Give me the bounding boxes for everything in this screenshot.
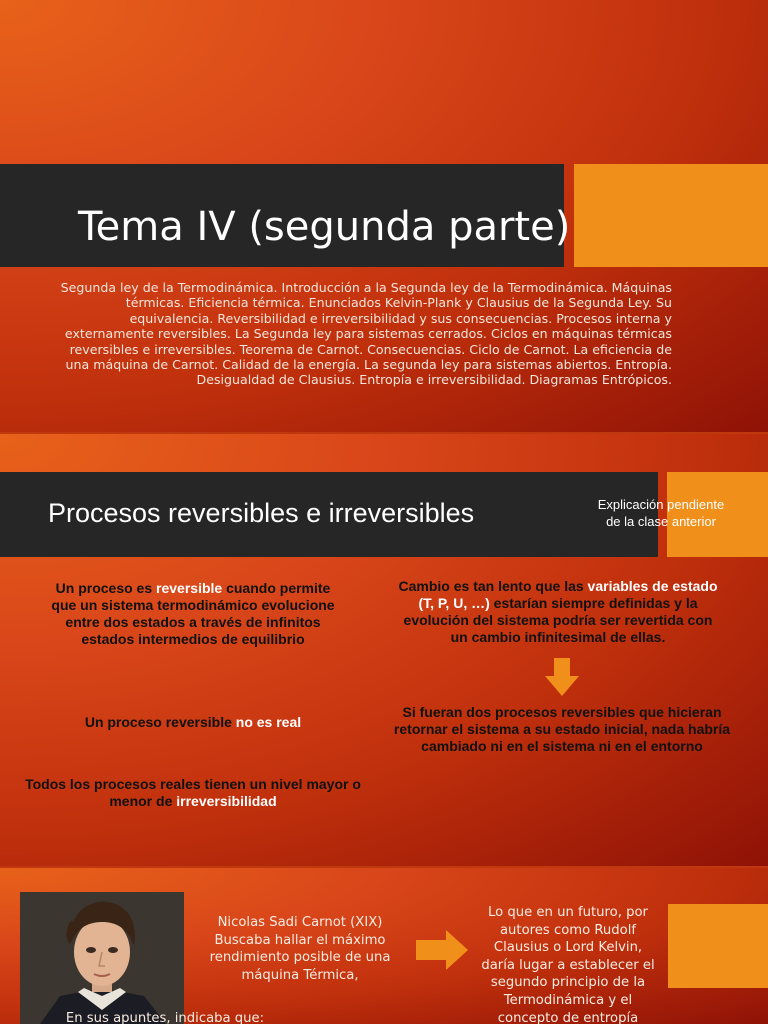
not-real-text bbox=[28, 714, 358, 731]
text-line: segundo principio de la bbox=[490, 975, 646, 991]
note-line: de la clase anterior bbox=[606, 514, 716, 529]
text-line: Si fueran dos procesos reversibles que hicieran bbox=[402, 704, 722, 720]
note-line: Explicación pendiente bbox=[597, 497, 725, 512]
arrow-right-icon bbox=[416, 930, 468, 970]
text-line: Nicolas Sadi Carnot (XIX) bbox=[217, 915, 383, 930]
highlight-state-variables: variables de estado bbox=[587, 578, 718, 594]
pending-note bbox=[578, 496, 744, 530]
text-line: daría lugar a establecer el bbox=[481, 957, 655, 973]
highlight-not-real: no es real bbox=[235, 714, 302, 730]
conclusion-text bbox=[380, 704, 744, 755]
text-line: Todos los procesos reales tienen un nivel mayor o bbox=[25, 776, 361, 792]
accent-box bbox=[574, 164, 768, 267]
text-line: entre dos estados a través de infinitos bbox=[65, 614, 321, 630]
text-line: máquina Térmica, bbox=[241, 967, 359, 983]
text-line: un cambio infinitesimal de ellas. bbox=[450, 629, 666, 645]
text-run: menor de bbox=[109, 793, 177, 809]
highlight-irreversibility: irreversibilidad bbox=[176, 793, 277, 809]
text-line: autores como Rudolf bbox=[499, 922, 637, 938]
text-line: evolución del sistema podría ser revertida con bbox=[403, 612, 713, 628]
text-line: concepto de entropía bbox=[497, 1010, 639, 1024]
carnot-description bbox=[200, 914, 400, 984]
text-line: cambiado ni en el sistema ni en el entorno bbox=[421, 738, 703, 754]
text-line: retornar el sistema a su estado inicial, nada habría bbox=[393, 721, 731, 737]
text-run: cuando permite bbox=[222, 580, 331, 596]
text-line: que un sistema termodinámico evolucione bbox=[51, 597, 335, 613]
slow-change-text bbox=[380, 578, 736, 646]
text-run: Un proceso reversible bbox=[84, 714, 236, 730]
topic-line: Desigualdad de Clausius. Entropía e irreversibilidad. Diagramas Entrópicos. bbox=[196, 372, 672, 388]
text-line: Termodinámica y el bbox=[503, 992, 633, 1008]
topic-list bbox=[46, 280, 672, 388]
topic-line: externamente reversibles. La Segunda ley para sistemas cerrados. Ciclos en máquinas térmicas bbox=[64, 326, 672, 342]
text-line: estados intermedios de equilibrio bbox=[81, 631, 305, 647]
carnot-portrait bbox=[20, 892, 184, 1024]
irreversibility-text bbox=[18, 776, 368, 810]
future-text bbox=[470, 904, 666, 1024]
topic-line: Segunda ley de la Termodinámica. Introducción a la Segunda ley de la Termodinámica. Máquinas bbox=[60, 280, 672, 295]
topic-line: equivalencia. Reversibilidad e irreversibilidad y sus consecuencias. Procesos interna y bbox=[129, 310, 672, 326]
slide-carnot bbox=[0, 868, 768, 1024]
topic-line: reversibles e irreversibles. Teorema de Carnot. Consecuencias. Ciclo de Carnot. La eficiencia de bbox=[69, 341, 672, 357]
topic-line: una máquina de Carnot. Calidad de la energía. La segunda ley para sistemas abiertos. Entropía. bbox=[65, 357, 672, 373]
definition-text bbox=[28, 580, 358, 648]
text-run: Cambio es tan lento que las bbox=[398, 578, 588, 594]
text-line: rendimiento posible de una bbox=[209, 950, 391, 966]
notes-intro: En sus apuntes, indicaba que: bbox=[65, 1011, 265, 1024]
text-line: Lo que en un futuro, por bbox=[488, 905, 648, 920]
highlight-variables-list: (T, P, U, …) bbox=[418, 595, 490, 611]
topic-line: térmicas. Eficiencia térmica. Enunciados Kelvin-Plank y Clausius de la Segunda Ley. Su bbox=[125, 295, 672, 311]
accent-box bbox=[668, 904, 768, 988]
slide-reversible-processes bbox=[0, 434, 768, 866]
arrow-down-icon bbox=[545, 658, 579, 696]
highlight-reversible: reversible bbox=[156, 580, 223, 596]
slide-title bbox=[0, 0, 768, 432]
text-line: Clausius o Lord Kelvin, bbox=[493, 940, 643, 956]
slide-title-text: Procesos reversibles e irreversibles bbox=[48, 498, 475, 528]
text-run: Un proceso es bbox=[55, 580, 157, 596]
text-run: estarían siempre definidas y la bbox=[489, 595, 698, 611]
slide-title-text: Tema IV (segunda parte) bbox=[78, 204, 571, 250]
text-line: Buscaba hallar el máximo bbox=[214, 932, 386, 948]
